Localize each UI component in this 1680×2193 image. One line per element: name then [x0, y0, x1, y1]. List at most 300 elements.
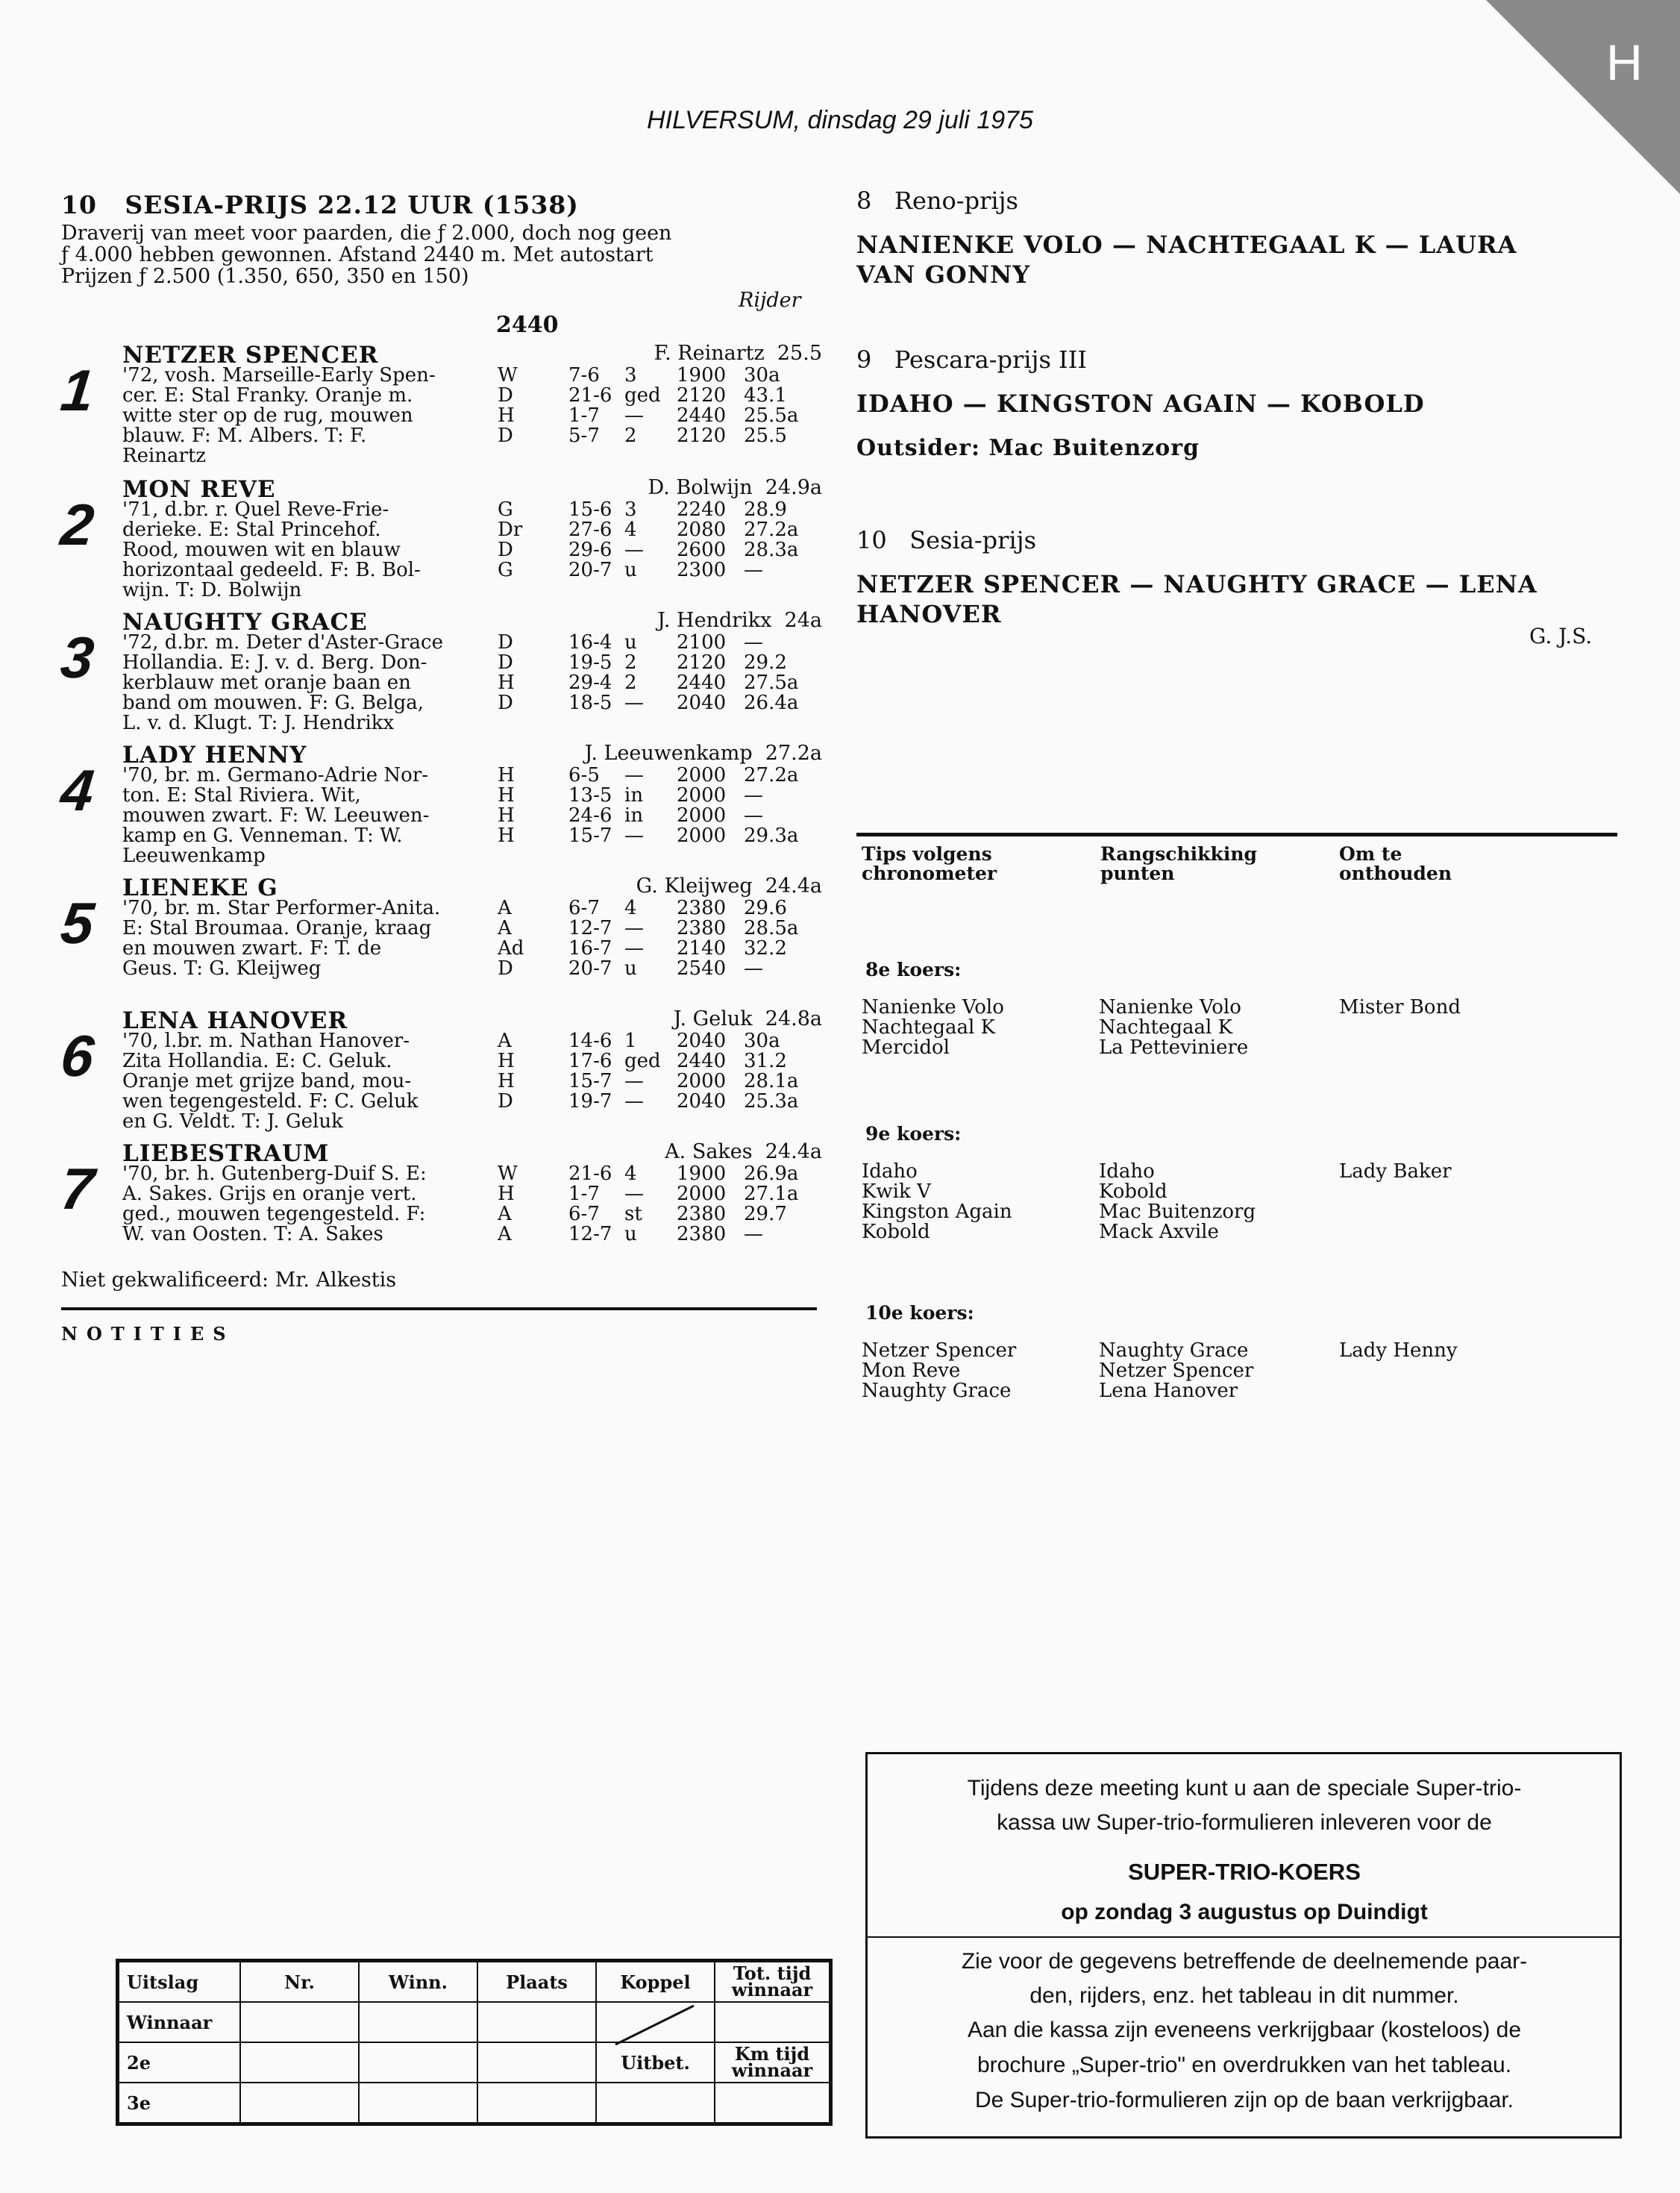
- form-row: [498, 1224, 798, 1245]
- horse-name: LIEBESTRAUM: [122, 1140, 330, 1167]
- koers-label: 10e koers:: [865, 1302, 974, 1324]
- tips-punten-list: [1099, 998, 1248, 1058]
- form-cell: 12-7: [568, 1223, 612, 1245]
- form-cell: 25.5a: [744, 404, 799, 427]
- result-cell: [715, 2002, 831, 2042]
- result-cell: [240, 2002, 359, 2042]
- tips-punten-list: [1099, 1341, 1253, 1401]
- form-cell: 21-6: [568, 384, 612, 407]
- result-header: Nr.: [240, 1961, 359, 2003]
- tips-chrono-list: [862, 998, 1004, 1058]
- form-cell: 12-7: [568, 917, 612, 939]
- divider: [856, 833, 1617, 836]
- form-cell: D: [498, 957, 513, 980]
- form-cell: 29.3a: [744, 825, 799, 847]
- form-cell: H: [498, 404, 515, 427]
- tips-punten-list: [1099, 1162, 1256, 1242]
- form-cell: 2040: [677, 1090, 727, 1113]
- form-cell: H: [498, 1050, 515, 1072]
- horse-desc-line: band om mouwen. F: G. Belga,: [122, 692, 424, 714]
- form-cell: 21-6: [568, 1163, 612, 1185]
- form-row: [498, 633, 798, 653]
- tip-horse: Idaho: [862, 1160, 918, 1183]
- horse-form: [498, 633, 798, 713]
- horse-desc-line: mouwen zwart. F: W. Leeuwen-: [122, 804, 430, 827]
- form-cell: D: [498, 651, 513, 674]
- form-cell: 2300: [677, 559, 727, 581]
- form-cell: 6-7: [568, 1203, 600, 1225]
- form-cell: 16-7: [568, 937, 612, 960]
- form-cell: H: [498, 825, 515, 847]
- result-header: Tot. tijd winnaar: [715, 1961, 831, 2003]
- tips-col-head: Tips volgens chronometer: [862, 843, 997, 884]
- prediction-outsider: Outsider: Mac Buitenzorg: [856, 435, 1200, 461]
- form-cell: 1900: [677, 364, 727, 387]
- prediction-heading: 9 Pescara-prijs III: [856, 345, 1087, 374]
- horse-desc-line: derieke. E: Stal Princehof.: [122, 519, 381, 541]
- result-table: [116, 1959, 833, 2126]
- form-cell: 2: [624, 651, 637, 674]
- horse-desc-line: kerblauw met oranje baan en: [122, 672, 411, 694]
- form-cell: 2120: [677, 425, 727, 447]
- form-row: [498, 366, 798, 386]
- horse-rider: J. Leeuwenkamp 27.2a: [584, 742, 822, 765]
- tips-col-head: Om te onthouden: [1339, 843, 1452, 884]
- form-cell: G: [498, 498, 513, 521]
- horse-number: 2: [57, 492, 98, 557]
- form-cell: 32.2: [744, 937, 787, 960]
- form-row: [498, 1092, 798, 1112]
- form-row: [498, 939, 798, 959]
- result-cell: [359, 2042, 477, 2083]
- result-header: Uitslag: [118, 1961, 241, 2003]
- form-cell: 29-6: [568, 539, 612, 561]
- horse-rider: D. Bolwijn 24.9a: [648, 476, 822, 499]
- notice-line: den, rijders, enz. het tableau in dit nummer.: [1029, 1983, 1459, 2008]
- horse-desc-line: witte ster op de rug, mouwen: [122, 404, 413, 427]
- notice-title: SUPER-TRIO-KOERS: [1128, 1859, 1361, 1885]
- horse-rider: F. Reinartz 25.5: [653, 342, 822, 365]
- horse-name: LADY HENNY: [122, 742, 307, 769]
- form-cell: 2040: [677, 1030, 727, 1052]
- form-cell: 13-5: [568, 784, 612, 807]
- form-cell: 1-7: [568, 1183, 600, 1205]
- form-cell: 27.5a: [744, 672, 799, 694]
- horse-desc-line: blauw. F: M. Albers. T: F.: [122, 425, 367, 447]
- form-row: [498, 386, 798, 406]
- notice-line: brochure „Super-trio" en overdrukken van het tableau.: [977, 2053, 1512, 2077]
- super-trio-notice: [865, 1752, 1622, 2139]
- horse-desc-line: en G. Veldt. T: J. Geluk: [122, 1110, 343, 1133]
- form-cell: u: [624, 559, 637, 581]
- form-cell: D: [498, 1090, 513, 1113]
- form-row: [498, 766, 798, 786]
- form-cell: —: [624, 1070, 644, 1092]
- horse-form: [498, 500, 798, 581]
- horse-number: 1: [57, 357, 98, 423]
- tip-horse: Idaho: [1099, 1160, 1155, 1183]
- form-cell: 27.2a: [744, 764, 799, 786]
- form-cell: W: [498, 1163, 518, 1185]
- form-cell: 29.7: [744, 1203, 787, 1225]
- prediction-heading: 8 Reno-prijs: [856, 187, 1018, 215]
- form-cell: 24-6: [568, 804, 612, 827]
- form-cell: ged: [624, 1050, 661, 1072]
- horse-form: [498, 898, 798, 979]
- form-cell: 30a: [744, 364, 780, 387]
- form-cell: 2120: [677, 384, 727, 407]
- form-cell: 2080: [677, 519, 727, 541]
- form-cell: 2000: [677, 825, 727, 847]
- form-cell: W: [498, 364, 518, 387]
- prediction-9: [856, 345, 1617, 463]
- horse-desc-line: cer. E: Stal Franky. Oranje m.: [122, 384, 413, 407]
- horse-rider: A. Sakes 24.4a: [665, 1140, 822, 1163]
- form-cell: —: [744, 1223, 763, 1245]
- form-cell: 18-5: [568, 692, 612, 714]
- horse-description: [122, 898, 525, 979]
- form-cell: —: [624, 539, 644, 561]
- form-cell: 2440: [677, 404, 727, 427]
- horse-desc-line: Hollandia. E: J. v. d. Berg. Don-: [122, 651, 427, 674]
- prediction-picks: NETZER SPENCER — NAUGHTY GRACE — LENA HANOVER: [856, 570, 1538, 628]
- prediction-heading: 10 Sesia-prijs: [856, 526, 1036, 554]
- horse-desc-line: wijn. T: D. Bolwijn: [122, 579, 302, 601]
- horse-desc-line: Geus. T: G. Kleijweg: [122, 957, 322, 980]
- form-cell: —: [744, 784, 763, 807]
- form-cell: 27.1a: [744, 1183, 799, 1205]
- form-cell: A: [498, 1223, 512, 1245]
- form-cell: —: [744, 631, 763, 654]
- form-cell: 2000: [677, 784, 727, 807]
- notice-line: kassa uw Super-trio-formulieren inleveren voor de: [997, 1810, 1492, 1835]
- tips-chrono-list: [862, 1162, 1012, 1242]
- horse-number: 7: [57, 1156, 98, 1221]
- tip-horse: Mac Buitenzorg: [1099, 1201, 1256, 1223]
- form-cell: 16-4: [568, 631, 612, 654]
- form-row: [498, 806, 798, 826]
- form-cell: u: [624, 1223, 637, 1245]
- form-cell: —: [624, 1090, 644, 1113]
- form-cell: 2000: [677, 764, 727, 786]
- horse-number: 6: [57, 1023, 98, 1089]
- form-cell: 25.5: [744, 425, 787, 447]
- form-cell: 28.9: [744, 498, 787, 521]
- form-cell: 17-6: [568, 1050, 612, 1072]
- corner-letter: H: [1605, 34, 1643, 91]
- result-row: [118, 2002, 831, 2042]
- notice-line: Aan die kassa zijn eveneens verkrijgbaar (kosteloos) de: [967, 2018, 1522, 2042]
- form-cell: u: [624, 957, 637, 980]
- form-cell: 2000: [677, 804, 727, 827]
- notes-heading: NOTITIES: [61, 1323, 235, 1345]
- form-cell: 2540: [677, 957, 727, 980]
- form-row: [498, 560, 798, 581]
- form-cell: 28.1a: [744, 1070, 799, 1092]
- horse-number: 5: [57, 890, 98, 956]
- form-cell: —: [624, 937, 644, 960]
- form-row: [498, 919, 798, 939]
- km-time-label: Km tijd winnaar: [715, 2042, 831, 2083]
- horse-desc-line: en mouwen zwart. F: T. de: [122, 937, 382, 960]
- form-cell: 15-7: [568, 1070, 612, 1092]
- form-cell: 15-7: [568, 825, 612, 847]
- form-row: [498, 426, 798, 446]
- horse-desc-line: wen tegengesteld. F: C. Geluk: [122, 1090, 419, 1113]
- form-cell: 2: [624, 672, 637, 694]
- form-row: [498, 786, 798, 806]
- form-cell: 26.4a: [744, 692, 799, 714]
- horse-desc-line: E: Stal Broumaa. Oranje, kraag: [122, 917, 432, 939]
- horse-desc-line: Oranje met grijze band, mou-: [122, 1070, 412, 1092]
- horse-desc-line: horizontaal gedeeld. F: B. Bol-: [122, 559, 421, 581]
- form-row: [498, 1031, 798, 1051]
- form-cell: —: [744, 559, 763, 581]
- horse-desc-line: '70, br. h. Gutenberg-Duif S. E:: [122, 1163, 427, 1185]
- payout-label: Uitbet.: [596, 2042, 715, 2083]
- form-row: [498, 540, 798, 560]
- form-row: [498, 520, 798, 540]
- horse-description: [122, 1031, 525, 1132]
- horse-desc-line: kamp en G. Venneman. T: W.: [122, 825, 403, 847]
- form-cell: in: [624, 784, 644, 807]
- horse-form: [498, 366, 798, 446]
- form-cell: 2000: [677, 1183, 727, 1205]
- form-cell: 27-6: [568, 519, 612, 541]
- horse-desc-line: W. van Oosten. T: A. Sakes: [122, 1223, 383, 1245]
- form-cell: —: [624, 1183, 644, 1205]
- tip-horse: Lady Baker: [1339, 1160, 1452, 1183]
- result-row: [118, 2042, 831, 2083]
- form-cell: —: [624, 825, 644, 847]
- form-cell: 26.9a: [744, 1163, 799, 1185]
- tip-horse: Nanienke Volo: [862, 996, 1004, 1019]
- form-cell: H: [498, 672, 515, 694]
- tip-horse: Netzer Spencer: [1099, 1360, 1254, 1382]
- tips-chrono-list: [862, 1341, 1016, 1401]
- horse-desc-line: ton. E: Stal Riviera. Wit,: [122, 784, 361, 807]
- form-row: [498, 406, 798, 426]
- form-row: [498, 1184, 798, 1204]
- form-cell: —: [624, 692, 644, 714]
- form-cell: 2000: [677, 1070, 727, 1092]
- horse-number: 3: [57, 625, 98, 690]
- horse-desc-line: Leeuwenkamp: [122, 845, 266, 867]
- tip-horse: Nachtegaal K: [1099, 1016, 1233, 1039]
- horse-description: [122, 366, 525, 466]
- form-cell: 20-7: [568, 559, 612, 581]
- form-cell: —: [744, 804, 763, 827]
- form-cell: —: [624, 404, 644, 427]
- horse-rider: J. Geluk 24.8a: [673, 1007, 822, 1030]
- form-cell: 1: [624, 1030, 637, 1052]
- horse-desc-line: Zita Hollandia. E: C. Geluk.: [122, 1050, 392, 1072]
- form-cell: A: [498, 1030, 512, 1052]
- tip-horse: Nanienke Volo: [1099, 996, 1241, 1019]
- form-cell: D: [498, 539, 513, 561]
- tips-onthouden-list: [1339, 1341, 1458, 1361]
- form-cell: 2440: [677, 1050, 727, 1072]
- form-row: [498, 826, 798, 846]
- form-cell: 28.5a: [744, 917, 799, 939]
- form-cell: 14-6: [568, 1030, 612, 1052]
- form-cell: 4: [624, 1163, 637, 1185]
- tip-horse: Mon Reve: [862, 1360, 961, 1382]
- result-row: [118, 2083, 831, 2124]
- form-cell: H: [498, 784, 515, 807]
- form-cell: D: [498, 692, 513, 714]
- horse-desc-line: A. Sakes. Grijs en oranje vert.: [122, 1183, 417, 1205]
- result-header: Plaats: [477, 1961, 596, 2003]
- form-cell: 2380: [677, 897, 727, 919]
- author-initials: G. J.S.: [1529, 624, 1593, 648]
- form-cell: 2040: [677, 692, 727, 714]
- form-row: [498, 1164, 798, 1184]
- form-cell: 1-7: [568, 404, 600, 427]
- form-row: [498, 673, 798, 693]
- result-header: Koppel: [596, 1961, 715, 2003]
- result-row-label: 2e: [118, 2042, 241, 2083]
- form-cell: 27.2a: [744, 519, 799, 541]
- form-cell: 6-7: [568, 897, 600, 919]
- horse-desc-line: ged., mouwen tegengesteld. F:: [122, 1203, 426, 1225]
- form-cell: 2120: [677, 651, 727, 674]
- tips-col-head: Rangschikking punten: [1100, 843, 1257, 884]
- form-cell: —: [624, 764, 644, 786]
- race-desc-line: ƒ 4.000 hebben gewonnen. Afstand 2440 m. Met autostart: [61, 243, 653, 266]
- tip-horse: Naughty Grace: [1099, 1339, 1249, 1362]
- horse-name: LIENEKE G: [122, 875, 278, 901]
- horse-description: [122, 766, 525, 866]
- horse-number: 4: [57, 757, 98, 823]
- horse-desc-line: '70, l.br. m. Nathan Hanover-: [122, 1030, 410, 1052]
- result-cell: [359, 2083, 477, 2124]
- form-row: [498, 898, 798, 919]
- form-cell: 2240: [677, 498, 727, 521]
- horse-name: NAUGHTY GRACE: [122, 609, 368, 636]
- horse-desc-line: L. v. d. Klugt. T: J. Hendrikx: [122, 712, 395, 734]
- form-cell: 3: [624, 498, 637, 521]
- form-cell: A: [498, 917, 512, 939]
- horse-rider: J. Hendrikx 24a: [657, 609, 822, 632]
- form-cell: Ad: [498, 937, 524, 960]
- form-cell: in: [624, 804, 644, 827]
- form-cell: 29-4: [568, 672, 612, 694]
- horse-desc-line: '72, vosh. Marseille-Early Spen-: [122, 364, 436, 387]
- form-row: [498, 1051, 798, 1072]
- form-cell: 2: [624, 425, 637, 447]
- notice-divider: [868, 1936, 1620, 1938]
- form-cell: ged: [624, 384, 661, 407]
- horse-desc-line: '71, d.br. r. Quel Reve-Frie-: [122, 498, 389, 521]
- divider: [61, 1307, 817, 1310]
- form-cell: D: [498, 384, 513, 407]
- tip-horse: Naughty Grace: [862, 1380, 1012, 1402]
- tips-onthouden-list: [1339, 998, 1461, 1018]
- form-cell: —: [624, 917, 644, 939]
- tip-horse: Mercidol: [862, 1036, 950, 1059]
- koers-label: 9e koers:: [865, 1123, 962, 1145]
- form-row: [498, 693, 798, 713]
- horse-description: [122, 1164, 525, 1245]
- form-cell: Dr: [498, 519, 523, 541]
- form-row: [498, 653, 798, 673]
- form-cell: 15-6: [568, 498, 612, 521]
- result-header: Winn.: [359, 1961, 477, 2003]
- horse-rider: G. Kleijweg 24.4a: [636, 875, 822, 898]
- form-cell: H: [498, 764, 515, 786]
- form-cell: 30a: [744, 1030, 780, 1052]
- result-cell: [715, 2083, 831, 2124]
- tip-horse: Nachtegaal K: [862, 1016, 996, 1039]
- form-cell: st: [624, 1203, 642, 1225]
- form-cell: 2380: [677, 1223, 727, 1245]
- form-cell: —: [744, 957, 763, 980]
- horse-desc-line: '70, br. m. Star Performer-Anita.: [122, 897, 441, 919]
- rijder-label: Rijder: [739, 289, 801, 312]
- horse-desc-line: Rood, mouwen wit en blauw: [122, 539, 401, 561]
- form-cell: 29.6: [744, 897, 787, 919]
- form-cell: 3: [624, 364, 637, 387]
- tip-horse: Kwik V: [862, 1180, 931, 1203]
- horse-desc-line: '70, br. m. Germano-Adrie Nor-: [122, 764, 429, 786]
- form-cell: A: [498, 897, 512, 919]
- tip-horse: Mister Bond: [1339, 996, 1461, 1019]
- tip-horse: Kobold: [1099, 1180, 1167, 1203]
- form-cell: 5-7: [568, 425, 600, 447]
- form-row: [498, 1204, 798, 1224]
- horse-form: [498, 766, 798, 846]
- result-cell-crossed: [596, 2002, 715, 2042]
- form-cell: 7-6: [568, 364, 600, 387]
- race-distance: 2440: [496, 312, 559, 338]
- race-description: [61, 222, 815, 287]
- horse-name: LENA HANOVER: [122, 1007, 348, 1034]
- form-cell: D: [498, 631, 513, 654]
- race-title: 10 SESIA-PRIJS 22.12 UUR (1538): [61, 190, 579, 219]
- form-cell: 2440: [677, 672, 727, 694]
- form-row: [498, 1072, 798, 1092]
- notice-date: op zondag 3 augustus op Duindigt: [1061, 1900, 1428, 1924]
- form-cell: 43.1: [744, 384, 787, 407]
- form-cell: 31.2: [744, 1050, 787, 1072]
- tip-horse: Mack Axvile: [1099, 1221, 1219, 1243]
- koers-label: 8e koers:: [865, 959, 962, 980]
- prediction-8: [856, 187, 1543, 290]
- tip-horse: Lena Hanover: [1099, 1380, 1238, 1402]
- form-cell: A: [498, 1203, 512, 1225]
- horse-description: [122, 633, 525, 733]
- tip-horse: Kingston Again: [862, 1201, 1012, 1223]
- horse-desc-line: '72, d.br. m. Deter d'Aster-Grace: [122, 631, 443, 654]
- result-cell: [359, 2002, 477, 2042]
- not-qualified: Niet gekwalificeerd: Mr. Alkestis: [61, 1268, 397, 1292]
- form-cell: 20-7: [568, 957, 612, 980]
- tip-horse: Lady Henny: [1339, 1339, 1458, 1362]
- horse-desc-line: Reinartz: [122, 445, 207, 467]
- result-cell: [477, 2002, 596, 2042]
- horse-name: NETZER SPENCER: [122, 342, 379, 369]
- result-cell: [240, 2083, 359, 2124]
- form-cell: H: [498, 1070, 515, 1092]
- form-cell: 2380: [677, 917, 727, 939]
- horse-form: [498, 1031, 798, 1112]
- notice-line: De Super-trio-formulieren zijn op de baan verkrijgbaar.: [974, 2088, 1514, 2112]
- horse-form: [498, 1164, 798, 1245]
- result-cell: [240, 2042, 359, 2083]
- corner-tab: [1486, 0, 1680, 194]
- race-desc-line: Prijzen ƒ 2.500 (1.350, 650, 350 en 150): [61, 265, 469, 288]
